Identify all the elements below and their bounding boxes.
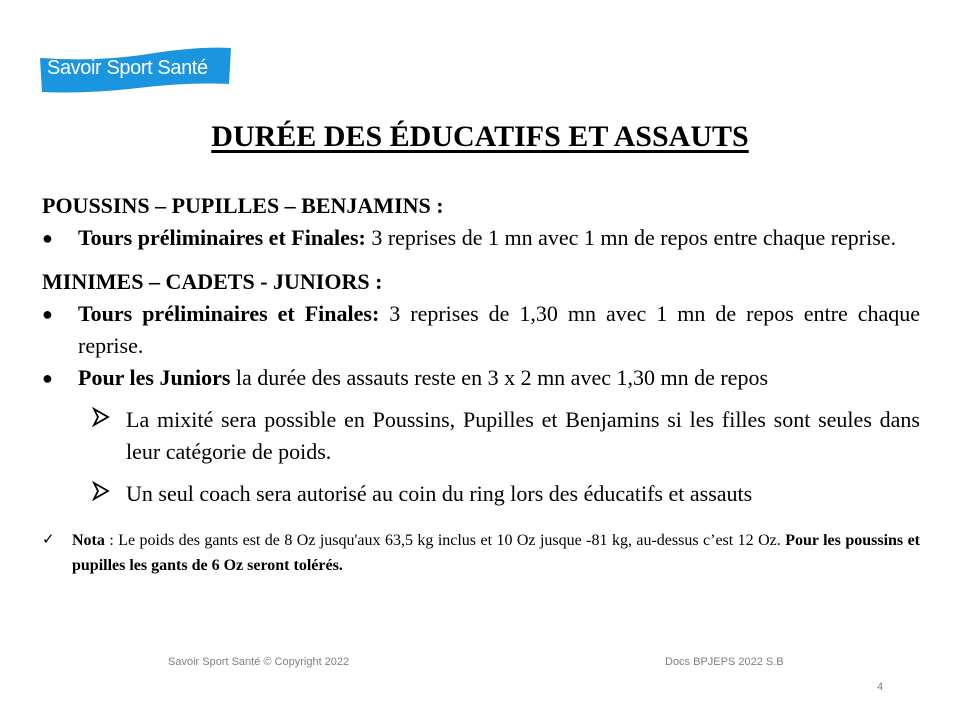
logo [38,44,233,94]
bullet-icon: ● [42,304,53,324]
arrow-icon [92,404,110,436]
footer-copyright: Savoir Sport Santé © Copyright 2022 [168,656,350,668]
bullet-item: ● Pour les Juniors la durée des assauts reste en 3 x 2 mn avec 1,30 mn de repos [42,362,920,394]
note-label: Nota [72,532,105,549]
section-heading-poussins: POUSSINS – PUPILLES – BENJAMINS : [42,193,444,218]
main-content [42,190,920,578]
bullet-icon: ● [42,228,53,248]
footer-docs: Docs BPJEPS 2022 S.B [665,656,784,668]
arrow-icon [92,478,110,510]
arrow-item-mixite: La mixité sera possible en Poussins, Pupilles et Benjamins si les filles sont seules dans leur catégorie de poids. [42,404,920,468]
page-title: DURÉE DES ÉDUCATIFS ET ASSAUTS [211,120,749,153]
bullet-item: ● Tours préliminaires et Finales: 3 reprises de 1 mn avec 1 mn de repos entre chaque reprise. [42,222,920,254]
page-number: 4 [877,681,884,693]
check-icon: ✓ [42,530,55,548]
bullet-icon: ● [42,368,53,388]
section-heading-minimes: MINIMES – CADETS - JUNIORS : [42,269,383,294]
logo-text: Savoir Sport Santé [47,57,208,79]
bullet-item: ● Tours préliminaires et Finales: 3 reprises de 1,30 mn avec 1 mn de repos entre chaque reprise. [42,298,920,362]
note: ✓ Nota : Le poids des gants est de 8 Oz jusqu'aux 63,5 kg inclus et 10 Oz jusque -81 kg, au-dessus c’est 12 Oz. Pour les poussins et pupilles les gants de 6 Oz seront tolérés. [42,528,920,578]
arrow-item-coach: Un seul coach sera autorisé au coin du ring lors des éducatifs et assauts [42,478,920,510]
